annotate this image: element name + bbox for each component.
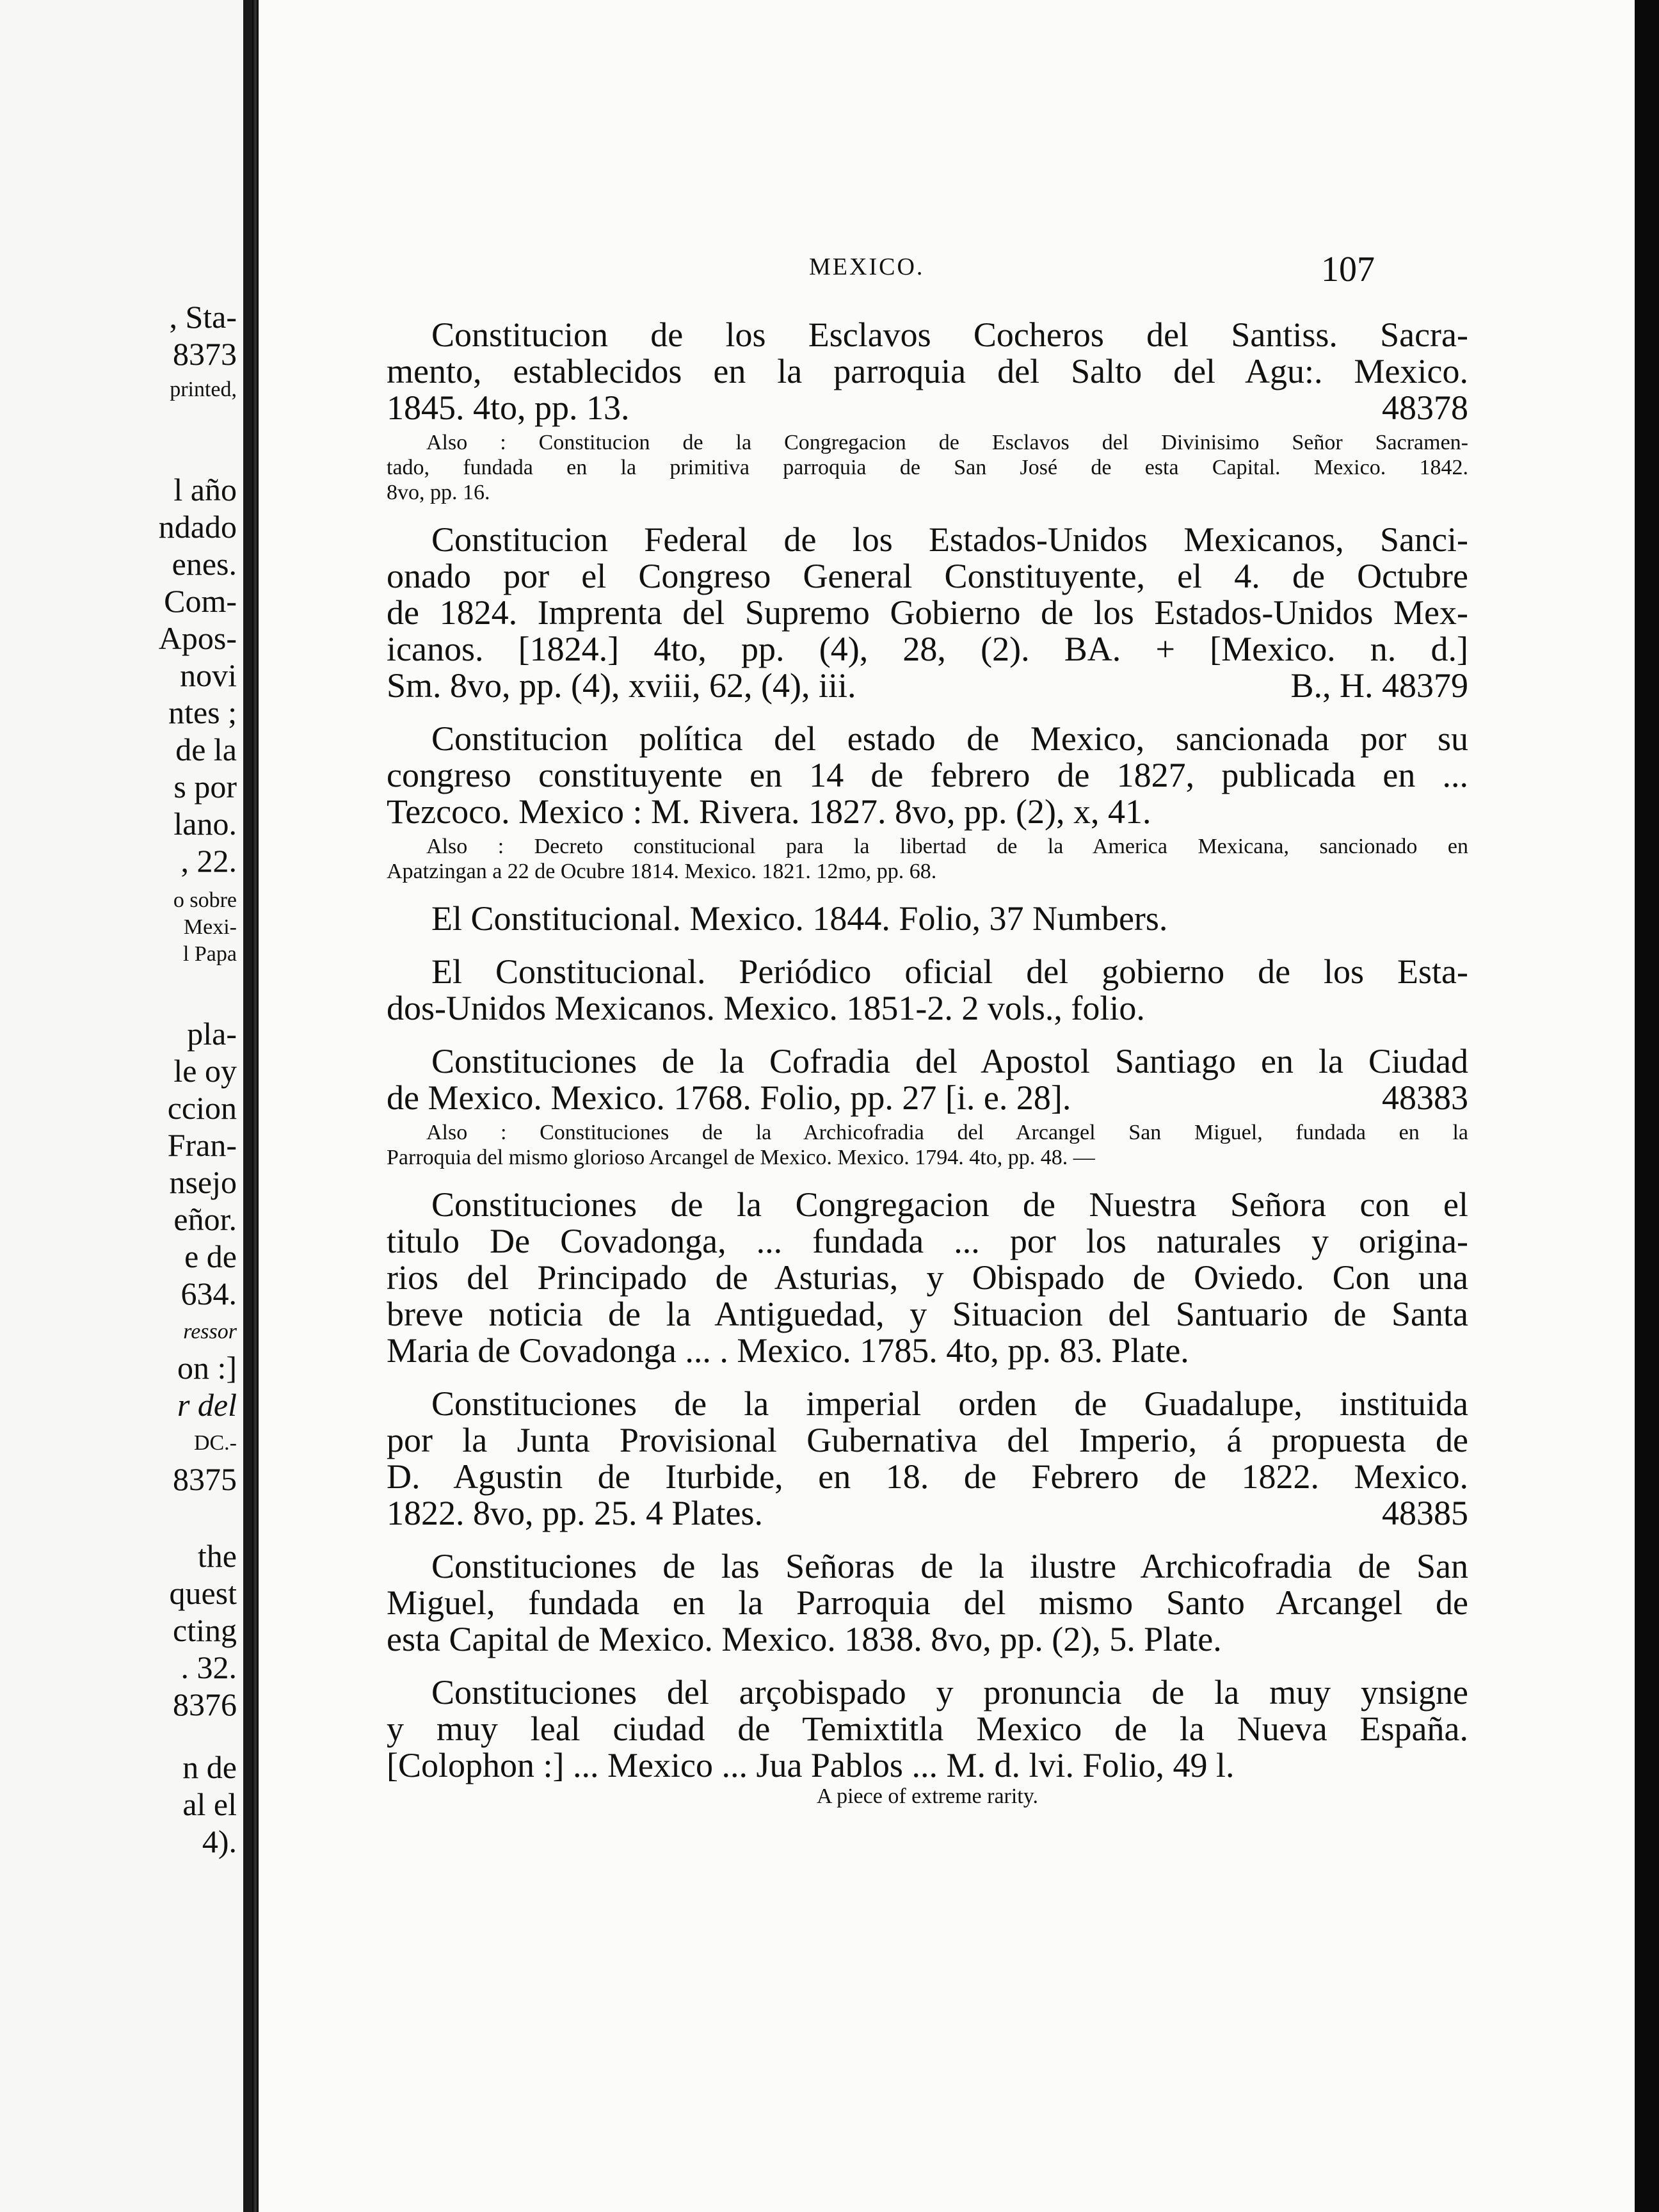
left-line: cting: [173, 1612, 237, 1648]
book-gutter: [252, 0, 259, 2212]
left-line: 8375: [173, 1461, 237, 1497]
left-line: 634.: [180, 1276, 237, 1311]
left-line: DC.-: [193, 1431, 237, 1455]
entry-line: [Colophon :] ... Mexico ... Jua Pablos ... M. d. lvi. Folio, 49 l.: [387, 1746, 1235, 1784]
entry-line: onado por el Congreso General Constituyente, el 4. de Octubre: [387, 557, 1468, 595]
note-line: Also : Constituciones de la Archicofradia del Arcangel San Miguel, fundada en la: [426, 1121, 1468, 1144]
entry-number: B., H. 48379: [1290, 666, 1468, 705]
catalog-entry: [387, 721, 1468, 884]
catalog-entry: [387, 1386, 1468, 1532]
entry-line: y muy leal ciudad de Temixtitla Mexico de la Nueva España.: [387, 1710, 1468, 1748]
entry-line: Constituciones del arçobispado y pronuncia de la muy ynsigne: [431, 1673, 1468, 1711]
left-line: eñor.: [173, 1201, 237, 1237]
entry-line: titulo De Covadonga, ... fundada ... por los naturales y origina-: [387, 1222, 1468, 1260]
left-line: le oy: [173, 1053, 237, 1089]
entry-line: Constitucion Federal de los Estados-Unidos Mexicanos, Sanci-: [431, 520, 1468, 559]
left-line: r del: [177, 1387, 237, 1423]
entry-note: [387, 834, 1468, 884]
left-line: on :]: [177, 1350, 237, 1386]
note-line: Parroquia del mismo glorioso Arcangel de Mexico. Mexico. 1794. 4to, pp. 48. —: [387, 1146, 1095, 1169]
entry-line: [387, 1080, 1468, 1116]
catalog-entries: [387, 317, 1468, 1826]
left-line: quest: [169, 1575, 237, 1611]
running-head: MEXICO.: [809, 253, 925, 280]
entry-number: 48378: [1382, 389, 1468, 427]
entry-line-text: Sm. 8vo, pp. (4), xviii, 62, (4), iii.: [387, 666, 856, 705]
page-header: [259, 250, 1635, 298]
page-edge: [1635, 0, 1659, 2212]
right-page: [259, 0, 1635, 2212]
left-line: de la: [175, 732, 237, 767]
left-line: , 22.: [180, 843, 237, 879]
left-line: 8376: [173, 1687, 237, 1722]
left-line: ressor: [183, 1320, 237, 1343]
catalog-entry: [387, 901, 1468, 937]
left-line: al el: [182, 1786, 237, 1822]
entry-line-text: de Mexico. Mexico. 1768. Folio, pp. 27 [i. e. 28].: [387, 1078, 1071, 1117]
left-line: lano.: [173, 806, 237, 842]
entry-line: de 1824. Imprenta del Supremo Gobierno de los Estados-Unidos Mex-: [387, 593, 1468, 632]
left-line: nsejo: [169, 1164, 237, 1200]
entry-note: [387, 430, 1468, 505]
catalog-entry: [387, 1674, 1468, 1809]
entry-line: mento, establecidos en la parroquia del Salto del Agu:. Mexico.: [387, 352, 1468, 390]
left-line: Fran-: [167, 1127, 237, 1163]
entry-line: rios del Principado de Asturias, y Obispado de Oviedo. Con una: [387, 1258, 1468, 1297]
left-line: Mexi-: [183, 915, 237, 939]
left-line: o sobre: [173, 888, 237, 912]
left-line: , Sta-: [169, 299, 237, 335]
left-line: s por: [173, 769, 237, 805]
entry-line: [387, 390, 1468, 426]
entry-line: icanos. [1824.] 4to, pp. (4), 28, (2). BA. + [Mexico. n. d.]: [387, 630, 1468, 668]
left-line: Com-: [164, 583, 237, 619]
entry-line: Constitucion de los Esclavos Cocheros del Santiss. Sacra-: [431, 316, 1468, 354]
entry-line: Tezcoco. Mexico : M. Rivera. 1827. 8vo, pp. (2), x, 41.: [387, 792, 1151, 831]
entry-line: [387, 1495, 1468, 1532]
entry-line: breve noticia de la Antiguedad, y Situacion del Santuario de Santa: [387, 1295, 1468, 1333]
entry-line: Miguel, fundada en la Parroquia del mismo Santo Arcangel de: [387, 1583, 1468, 1622]
note-line: Apatzingan a 22 de Ocubre 1814. Mexico. 1821. 12mo, pp. 68.: [387, 860, 937, 883]
left-line: e de: [184, 1238, 237, 1274]
catalog-entry: [387, 1548, 1468, 1658]
note-line: Also : Constitucion de la Congregacion de Esclavos del Divinisimo Señor Sacramen-: [426, 431, 1468, 454]
left-line: n de: [182, 1749, 237, 1785]
entry-line: El Constitucional. Periódico oficial del gobierno de los Esta-: [431, 952, 1468, 991]
entry-line: Constitucion política del estado de Mexico, sancionada por su: [431, 719, 1468, 758]
left-line: Apos-: [158, 620, 237, 656]
entry-line: [387, 668, 1468, 704]
catalog-entry: [387, 1187, 1468, 1369]
left-line: ndado: [158, 509, 237, 545]
left-line: ccion: [167, 1090, 237, 1126]
entry-line: congreso constituyente en 14 de febrero de 1827, publicada en ...: [387, 756, 1468, 794]
catalog-entry: [387, 522, 1468, 704]
catalog-entry: [387, 317, 1468, 505]
entry-line: El Constitucional. Mexico. 1844. Folio, 37 Numbers.: [431, 899, 1168, 938]
left-line: . 32.: [180, 1649, 237, 1685]
catalog-entry: [387, 954, 1468, 1027]
entry-line: esta Capital de Mexico. Mexico. 1838. 8vo, pp. (2), 5. Plate.: [387, 1620, 1222, 1658]
entry-line-text: 1845. 4to, pp. 13.: [387, 389, 630, 427]
rarity-note: A piece of extreme rarity.: [816, 1784, 1039, 1808]
left-line: 4).: [202, 1823, 237, 1859]
entry-note: [387, 1120, 1468, 1170]
entry-line: Constituciones de la Cofradia del Apostol Santiago en la Ciudad: [431, 1042, 1468, 1080]
entry-line: dos-Unidos Mexicanos. Mexico. 1851-2. 2 vols., folio.: [387, 989, 1145, 1027]
entry-line: Constituciones de la imperial orden de Guadalupe, instituida: [431, 1384, 1468, 1423]
entry-number: 48385: [1382, 1494, 1468, 1532]
entry-line: Constituciones de las Señoras de la ilustre Archicofradia de San: [431, 1547, 1468, 1585]
note-line: tado, fundada en la primitiva parroquia de San José de esta Capital. Mexico. 1842.: [387, 456, 1468, 479]
left-line: printed,: [170, 378, 237, 401]
note-line: 8vo, pp. 16.: [387, 481, 490, 504]
catalog-entry: [387, 1043, 1468, 1170]
entry-line-text: 1822. 8vo, pp. 25. 4 Plates.: [387, 1494, 763, 1532]
left-line: novi: [180, 657, 237, 693]
left-line: ntes ;: [168, 694, 237, 730]
left-line: pla-: [187, 1016, 237, 1052]
entry-line: D. Agustin de Iturbide, en 18. de Febrero de 1822. Mexico.: [387, 1457, 1468, 1496]
entry-number: 48383: [1382, 1078, 1468, 1117]
left-line: 8373: [173, 336, 237, 372]
note-line: Also : Decreto constitucional para la libertad de la America Mexicana, sancionado en: [426, 835, 1468, 858]
left-line: the: [197, 1538, 237, 1574]
entry-line: por la Junta Provisional Gubernativa del Imperio, á propuesta de: [387, 1421, 1468, 1459]
left-line: l Papa: [182, 942, 237, 966]
left-page-fragment: [0, 0, 252, 2212]
entry-line: Maria de Covadonga ... . Mexico. 1785. 4to, pp. 83. Plate.: [387, 1331, 1189, 1370]
entry-line: Constituciones de la Congregacion de Nuestra Señora con el: [431, 1185, 1468, 1224]
left-line: l año: [173, 472, 237, 508]
left-line: enes.: [172, 546, 237, 582]
page-number: 107: [1321, 250, 1375, 289]
